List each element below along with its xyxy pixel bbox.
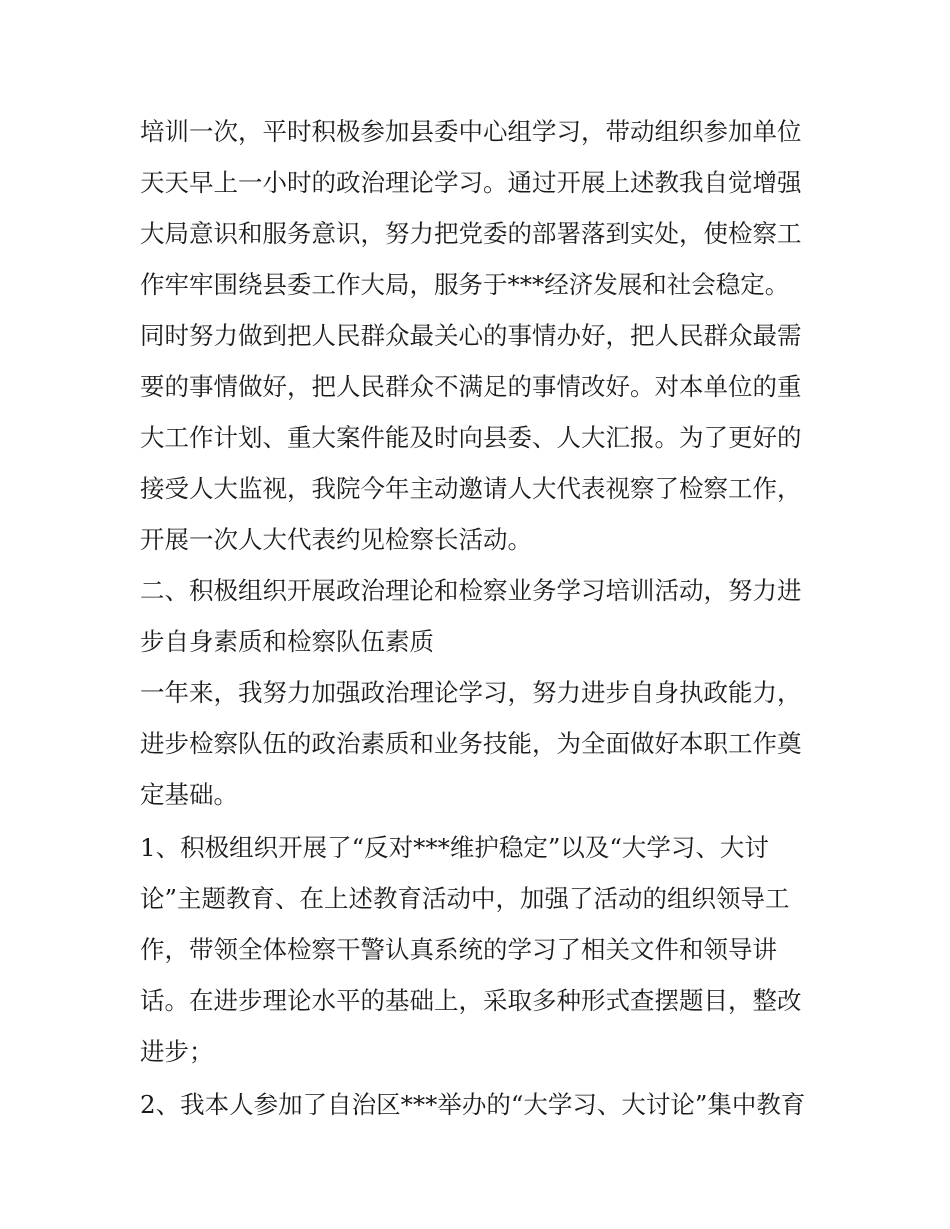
list-item-line: 1、积极组织开展了“反对***维护稳定”以及“大学习、大讨 [140,833,769,862]
document-body [140,106,830,1130]
text-line: 开展一次人大代表约见检察长活动。 [140,525,532,554]
section-heading-line: 二、积极组织开展政治理论和检察业务学习培训活动，努力进 [140,576,802,605]
text-line: 定基础。 [140,780,238,809]
text-line: 进步检察队伍的政治素质和业务技能，为全面做好本职工作奠 [140,729,802,758]
list-item-line: 2、我本人参加了自治区***举办的“大学习、大讨论”集中教育 [140,1090,806,1119]
text-line: 大局意识和服务意识，努力把党委的部署落到实处，使检察工 [140,219,802,248]
list-item-line: 话。在进步理论水平的基础上，采取多种形式查摆题目，整改 [140,986,802,1015]
text-line: 天天早上一小时的政治理论学习。通过开展上述教我自觉增强 [140,168,802,197]
list-item-line: 论”主题教育、在上述教育活动中，加强了活动的组织领导工 [140,884,790,913]
text-line: 同时努力做到把人民群众最关心的事情办好，把人民群众最需 [140,321,802,350]
list-item-line: 作，带领全体检察干警认真系统的学习了相关文件和领导讲 [140,935,777,964]
section-heading-line: 步自身素质和检察队伍素质 [140,627,434,656]
text-line: 接受人大监视，我院今年主动邀请人大代表视察了检察工作， [140,474,802,503]
text-line: 一年来，我努力加强政治理论学习，努力进步自身执政能力， [140,678,802,707]
list-item-line: 进步； [140,1037,214,1066]
text-line: 作牢牢围绕县委工作大局，服务于***经济发展和社会稳定。 [140,270,790,299]
text-line: 大工作计划、重大案件能及时向县委、人大汇报。为了更好的 [140,423,802,452]
text-line: 要的事情做好，把人民群众不满足的事情改好。对本单位的重 [140,372,802,401]
text-line: 培训一次，平时积极参加县委中心组学习，带动组织参加单位 [140,117,802,146]
